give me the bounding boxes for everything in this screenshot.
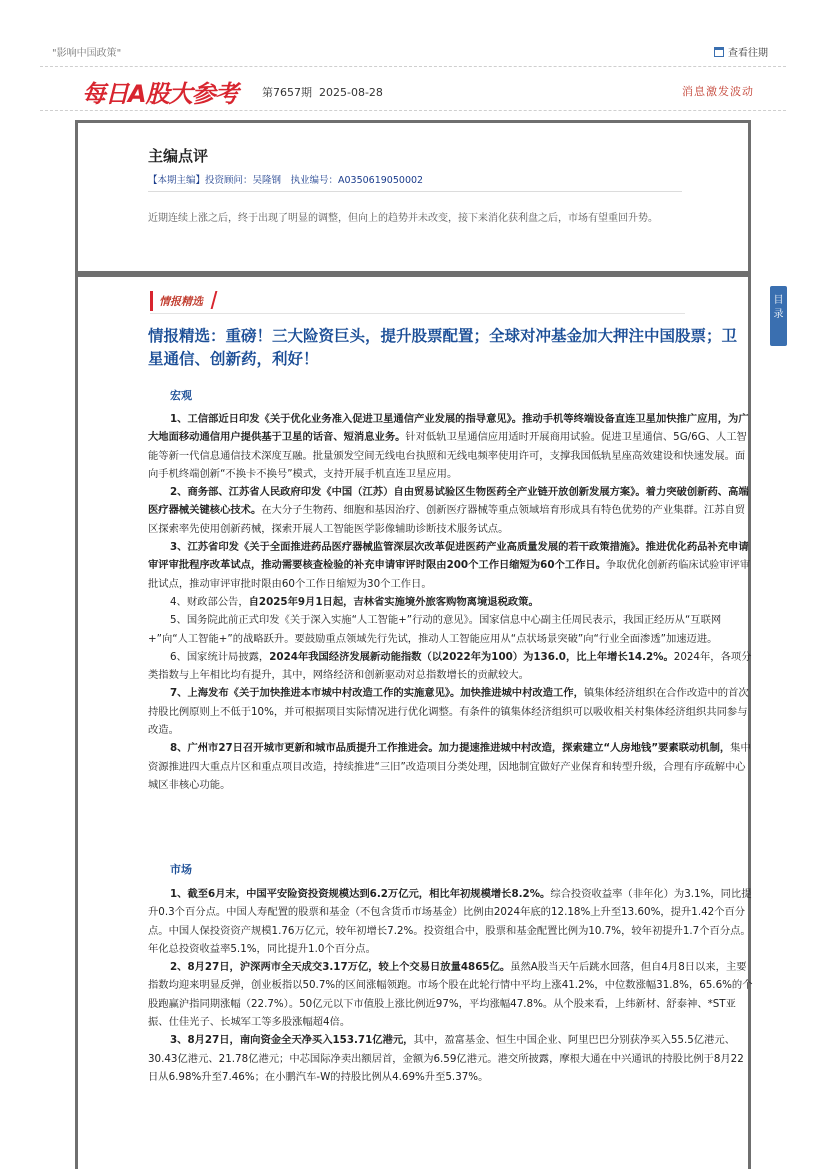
news-item <box>148 593 754 611</box>
news-item-highlight: 2024年我国经济发展新动能指数（以2022年为100）为136.0，比上年增长14.2%。 <box>269 650 674 663</box>
divider <box>40 66 786 67</box>
news-item-text: 在大分子生物药、细胞和基因治疗、创新医疗器械等重点领域培育形成具有特色优势的产业集群。江苏自贸区探索率先使用创新药械，探索开展人工智能医学影像辅助诊断技术服务试点。 <box>148 504 746 535</box>
news-item-highlight: 2、8月27日，沪深两市全天成交3.17万亿，较上个交易日放量4865亿。 <box>170 961 511 974</box>
news-item-text: 虽然A股当天午后跳水回落，但自4月8日以来，主要指数均迎来明显反弹，创业板指以50.7%的区间涨幅领跑。市场个股在此轮行情中平均上涨41.2%，中位数涨幅31.8%，65.6%的个股跑赢沪指同期涨幅（22.7%）。50亿元以下市值股上涨比例近97%，平均涨幅47.8%。从个股来看，上纬新材、舒泰神、*ST亚振、仕佳光子、长城军工等多股涨幅超4倍。 <box>148 961 753 1029</box>
news-item-text: 2024年，各项分类指数与上年相比均有提升，其中，网络经济和创新驱动对总指数增长的贡献较大。 <box>148 650 752 682</box>
editor-comment: 近期连续上涨之后，终于出现了明显的调整，但向上的趋势并未改变，接下来消化获利盘之后，市场有望重回升势。 <box>148 213 658 224</box>
section-title-market: 市场 <box>170 863 192 876</box>
news-item-text: 镇集体经济组织在合作改造中的首次持股比例原则上不低于10%，并可根据项目实际情况进行优化调整。有条件的镇集体经济组织可以吸收相关村集体经济组织共同参与改造。 <box>148 687 749 737</box>
news-item <box>148 611 754 648</box>
news-item-highlight: 1、工信部近日印发《关于优化业务准入促进卫星通信产业发展的指导意见》。推动手机等终端设备直连卫星加快推广应用，为广大地面移动通信用户提供基于卫星的话音、短消息业务。 <box>148 413 749 444</box>
news-item <box>148 958 754 1031</box>
divider <box>150 313 685 314</box>
news-item <box>148 885 754 958</box>
news-item-prefix: 6、国家统计局披露， <box>170 650 270 663</box>
intel-tag: 情报精选 <box>150 291 211 311</box>
news-item-highlight: 7、上海发布《关于加快推进本市城中村改造工作的实施意见》。加快推进城中村改造工作， <box>170 687 584 700</box>
history-link-label: 查看往期 <box>728 48 768 59</box>
history-link[interactable] <box>714 44 768 59</box>
news-item-prefix: 4、财政部公告， <box>170 595 249 608</box>
news-item <box>148 684 754 739</box>
news-item <box>148 538 754 593</box>
news-item <box>148 1031 754 1086</box>
news-item <box>148 648 754 685</box>
intel-card <box>75 274 751 1169</box>
brand-logo: 每日A股大参考 <box>82 80 238 108</box>
divider <box>148 191 682 192</box>
news-item <box>148 410 754 483</box>
top-bar <box>0 0 826 70</box>
editor-meta: 【本期主编】投资顾问：吴隆钢 执业编号：A0350619050002 <box>148 175 424 186</box>
news-item-text: 针对低轨卫星通信应用适时开展商用试验。促进卫星通信、5G/6G、人工智能等新一代信息通信技术深度互融。批量颁发空间无线电台执照和无线电频率使用许可，支撑我国低轨星座高效建设和快速发展。面向手机终端创新“不换卡不换号”模式，支持开展手机直连卫星应用。 <box>148 431 747 480</box>
calendar-icon <box>714 47 724 57</box>
toc-button[interactable]: 目录 <box>770 286 787 346</box>
news-item-highlight: 3、江苏省印发《关于全面推进药品医疗器械监管深层次改革促进医药产业高质量发展的若干政策措施》。推进优化药品补充申请审评审批程序改革试点，推动需要核查检验的补充申请审评时限由200个工作日缩短为60个工作日。 <box>148 541 749 572</box>
macro-news-list <box>148 410 754 794</box>
intel-headline: 情报精选：重磅！三大险资巨头，提升股票配置；全球对冲基金加大押注中国股票；卫星通信、创新药，利好！ <box>148 327 738 368</box>
news-item-highlight: 1、截至6月末，中国平安险资投资规模达到6.2万亿元，相比年初规模增长8.2%。 <box>170 888 551 900</box>
issue-number: 第7657期 <box>262 86 312 99</box>
section-title-macro: 宏观 <box>170 389 192 402</box>
market-news-list <box>148 885 754 1086</box>
news-item-highlight: 2、商务部、江苏省人民政府印发《中国（江苏）自由贸易试验区生物医药全产业链开放创新发展方案》。着力突破创新药、高端医疗器械关键核心技术。 <box>148 486 749 517</box>
news-item-highlight: 3、8月27日，南向资金全天净买入153.71亿港元， <box>170 1034 414 1047</box>
issue-date: 2025-08-28 <box>319 86 383 99</box>
news-item-highlight: 自2025年9月1日起，吉林省实施境外旅客购物离境退税政策。 <box>248 595 539 608</box>
editor-comment-card <box>75 120 751 274</box>
news-item-text: 争取优化创新药临床试验审评审批试点，推动审评审批时限由60个工作日缩短为30个工作日。 <box>148 559 751 590</box>
news-item-text: 综合投资收益率（非年化）为3.1%，同比提升0.3个百分点。中国人寿配置的股票和基金（不包含货币市场基金）比例由2024年底的12.18%上升至13.60%，提升1.42个百分点。中国人保投资资产规模1.76万亿元，较年初增长7.2%。投资组合中，股票和基金配置比例为10.7%，较年初提升1.7个百分点。年化总投资收益率5.1%，同比提升1.0个百分点。 <box>148 888 752 955</box>
influence-tag: "影响中国政策" <box>52 48 122 59</box>
news-item <box>148 483 754 538</box>
divider <box>40 110 786 111</box>
slogan: 消息激发波动 <box>682 85 754 98</box>
news-item-text: 集中资源推进四大重点片区和重点项目改造，持续推进“三旧”改造项目分类处理，因地制宜做好产业保育和转型升级，合理有序疏解中心城区非核心功能。 <box>148 742 751 791</box>
news-item-text: 其中，盈富基金、恒生中国企业、阿里巴巴分别获净买入55.5亿港元、30.43亿港元、21.78亿港元；中芯国际净卖出额居首，金额为6.59亿港元。港交所披露，摩根大通在中兴通讯的持股比例于8月22日从6.98%升至7.46%；在小鹏汽车-W的持股比例从4.69%升至5.37%。 <box>148 1034 744 1083</box>
editor-title: 主编点评 <box>148 147 209 165</box>
issue-info <box>262 84 383 100</box>
news-item-highlight: 8、广州市27日召开城市更新和城市品质提升工作推进会。加力提速推进城中村改造，探索建立“人房地钱”要素联动机制， <box>170 742 731 755</box>
news-item <box>148 739 754 794</box>
news-item-prefix: 5、国务院此前正式印发《关于深入实施“人工智能+”行动的意见》。国家信息中心副主任周民表示，我国正经历从“互联网+”向“人工智能+”的战略跃升。要鼓励重点领域先行先试，推动人工智能应用从“点状场景突破”向“行业全面渗透”加速迈进。 <box>148 614 722 645</box>
